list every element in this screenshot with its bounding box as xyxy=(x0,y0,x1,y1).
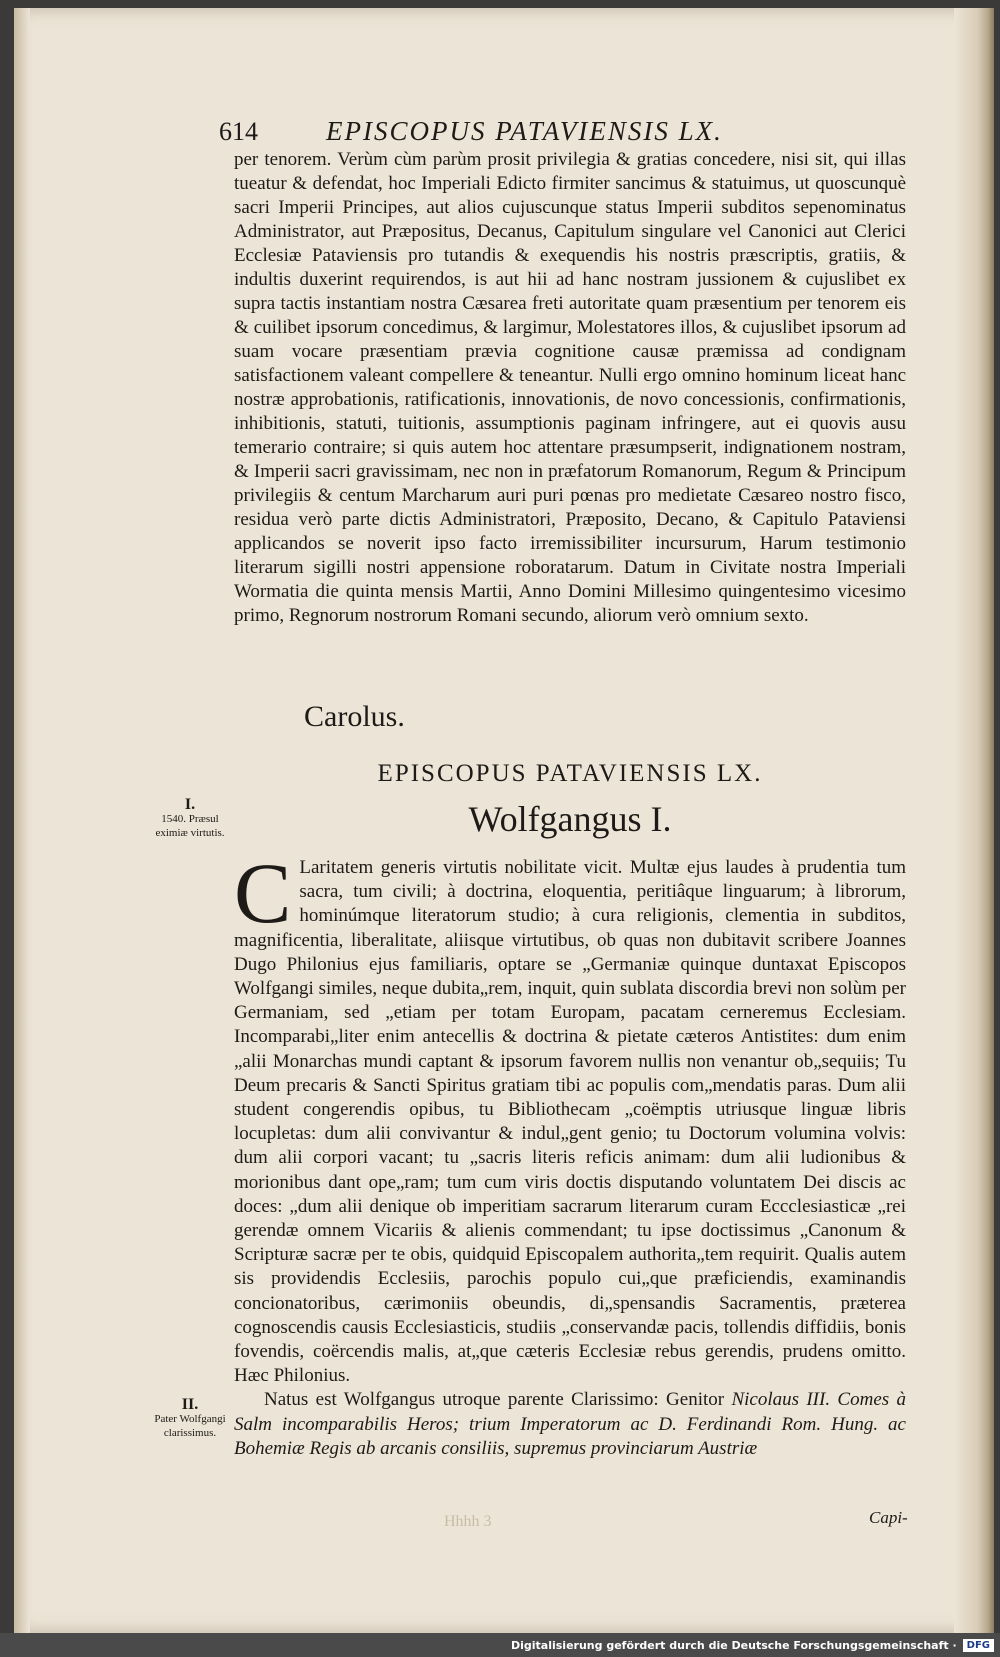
drop-cap: C xyxy=(234,845,292,941)
page-number: 614 xyxy=(219,117,258,146)
paragraph-2-roman: Natus est Wolfgangus utroque parente Clarissimo: Genitor xyxy=(264,1389,732,1411)
margin-note-1 xyxy=(150,798,230,840)
signature-carolus: Carolus. xyxy=(304,700,405,733)
margin-note-text: 1540. Præsul eximiæ virtutis. xyxy=(155,813,225,839)
margin-note-2 xyxy=(150,1398,230,1440)
book-page xyxy=(14,8,994,1633)
margin-note-number: II. xyxy=(181,1396,199,1413)
margin-note-text: Pater Wolfgangi clarissimus. xyxy=(154,1413,226,1439)
running-head-title: EPISCOPUS PATAVIENSIS LX. xyxy=(326,116,723,146)
biography-text xyxy=(234,845,906,1461)
edict-paragraph: per tenorem. Verùm cùm parùm prosit privilegia & gratias concedere, nisi sit, qui illas tueatur & defendat, hoc Imperiali Edicto firmiter sancimus & statuimus, ut quoscunquè sacri Imperii Principes, aut alios cujuscunque status Imperii subditos sepenominatus Administrator, aut Præpositus, Decanus, Capitulum singulare vel Canonici aut Clerici Ecclesiæ Pataviensis pro tutandis & exequendis his nostris præscriptis, gratiis, & indultis duxerint requirendos, is aut hii ad hanc nostram jussionem & cujuslibet ex supra tactis instantiam nostra Cæsarea freti autoritate quam præsentium per tenorem eis & cuilibet ipsorum concedimus, & largimur, Molestatores illos, & cujuslibet ipsorum ad suam vocare præsentiam prævia cognitione causæ præmissa ad condignam satisfactionem valeant compellere & teneantur. Nulli ergo omnino hominum liceat hanc nostræ approbationis, ratificationis, innovationis, de novo concessionis, confirmationis, inhibitionis, statuti, tuitionis, assumptionis paginam infringere, aut ei quovis ausu temerario contraire; si quis autem hoc attentare præsumpserit, indignationem nostram, & Imperii sacri gravissimam, nec non in præfatorum Romanorum, Regum & Principum privilegiis & centum Marcharum auri puri pœnas pro medietate Cæsareo nostro fisco, residua verò parte dictis Administratori, Præposito, Decano, & Capitulo Pataviensi applicandos se noverit ipso facto irremissibiliter incursurum, Harum testimonio literarum sigilli nostri appensione roboratarum. Datum in Civitate nostra Imperiali Wormatia die quinta mensis Martii, Anno Domini Millesimo quingentesimo vicesimo primo, Regnorum nostrorum Romani secundo, aliorum verò omnium sexto. xyxy=(234,149,906,626)
digitization-footer xyxy=(0,1633,1000,1657)
running-head xyxy=(219,116,869,147)
dfg-logo-icon: DFG xyxy=(963,1639,994,1652)
edict-text xyxy=(234,148,906,628)
footer-text: Digitalisierung gefördert durch die Deutsche Forschungsgemeinschaft · xyxy=(510,1638,957,1652)
paragraph-2-italic: Nicolaus III. Comes à Salm incomparabilis Heros; trium Imperatorum ac D. Ferdinandi Rom. Hung. ac Bohemiæ Regis ab arcanis consiliis, supremus provinciarum Austriæ xyxy=(234,1389,906,1459)
biography-paragraph-2 xyxy=(234,1388,906,1461)
section-title: EPISCOPUS PATAVIENSIS LX. xyxy=(377,760,763,787)
page-binding-shadow xyxy=(954,8,994,1633)
signature-mark: Hhhh 3 xyxy=(444,1513,492,1530)
section-subtitle: Wolfgangus I. xyxy=(468,799,672,839)
margin-note-number: I. xyxy=(184,796,196,813)
page-edge xyxy=(14,8,30,1633)
catchword: Capi- xyxy=(869,1508,908,1527)
biography-paragraph-1: Laritatem generis virtutis nobilitate vicit. Multæ ejus laudes à prudentia tum sacra, tum civili; à doctrina, eloquentia, peritiâque linguarum; à librorum, hominúmque literatorum studio; à cura religionis, clementia in subditos, magnificentia, liberalitate, aliisque virtutibus, ob quas non dubitavit scribere Joannes Dugo Philonius ejus familiaris, optare se „Germaniæ quinque duntaxat Episcopos Wolfgangi similes, neque dubita„rem, inquit, quin sublata discordia brevi non solùm per Germaniam, sed „etiam per totam Europam, pacatam cerneremus Ecclesiam. Incomparabi„liter enim antecellis & doctrina & pietate cæteros Antistites: dum enim „alii Monarchas mundi captant & ipsorum favorem nullis non venantur ob„sequiis; Tu Deum precaris & Sancti Spiritus gratiam tibi ac populis com„mendatis paras. Dum alii student congerendis opibus, tu Bibliothecam „coëmptis utriusque linguæ libris locupletas: dum alii convivantur & indul„gent genio; tu Doctorum volumina volvis: dum alii corpori vacant; tu „sacris literis reficis animam: dum alii ludionibus & morionibus dant ope„ram; tum cum viris doctis disputando voluntatem Dei discis ac doces: „dum alii denique ob imperitiam sacrarum literarum curam Eccclesiasticæ „rei gerendæ omnem Vicariis & alienis commendant; tu ipse doctissimus „Canonum & Scripturæ sacræ per te obis, quidquid Episcopalem authorita„tem requirit. Qualis autem sis providendis Ecclesiis, parochis populo cui„que præficiendis, examinandis concionatoribus, cærimoniis obeundis, di„spensandis Sacramentis, præterea cognoscendis causis Ecclesiasticis, studiis „conservandæ pacis, tollendis diffidiis, bonis fovendis, coërcendis malis, at„que cæteris Ecclesiæ rebus gerendis, prudens omitto. Hæc Philonius. xyxy=(234,857,906,1387)
